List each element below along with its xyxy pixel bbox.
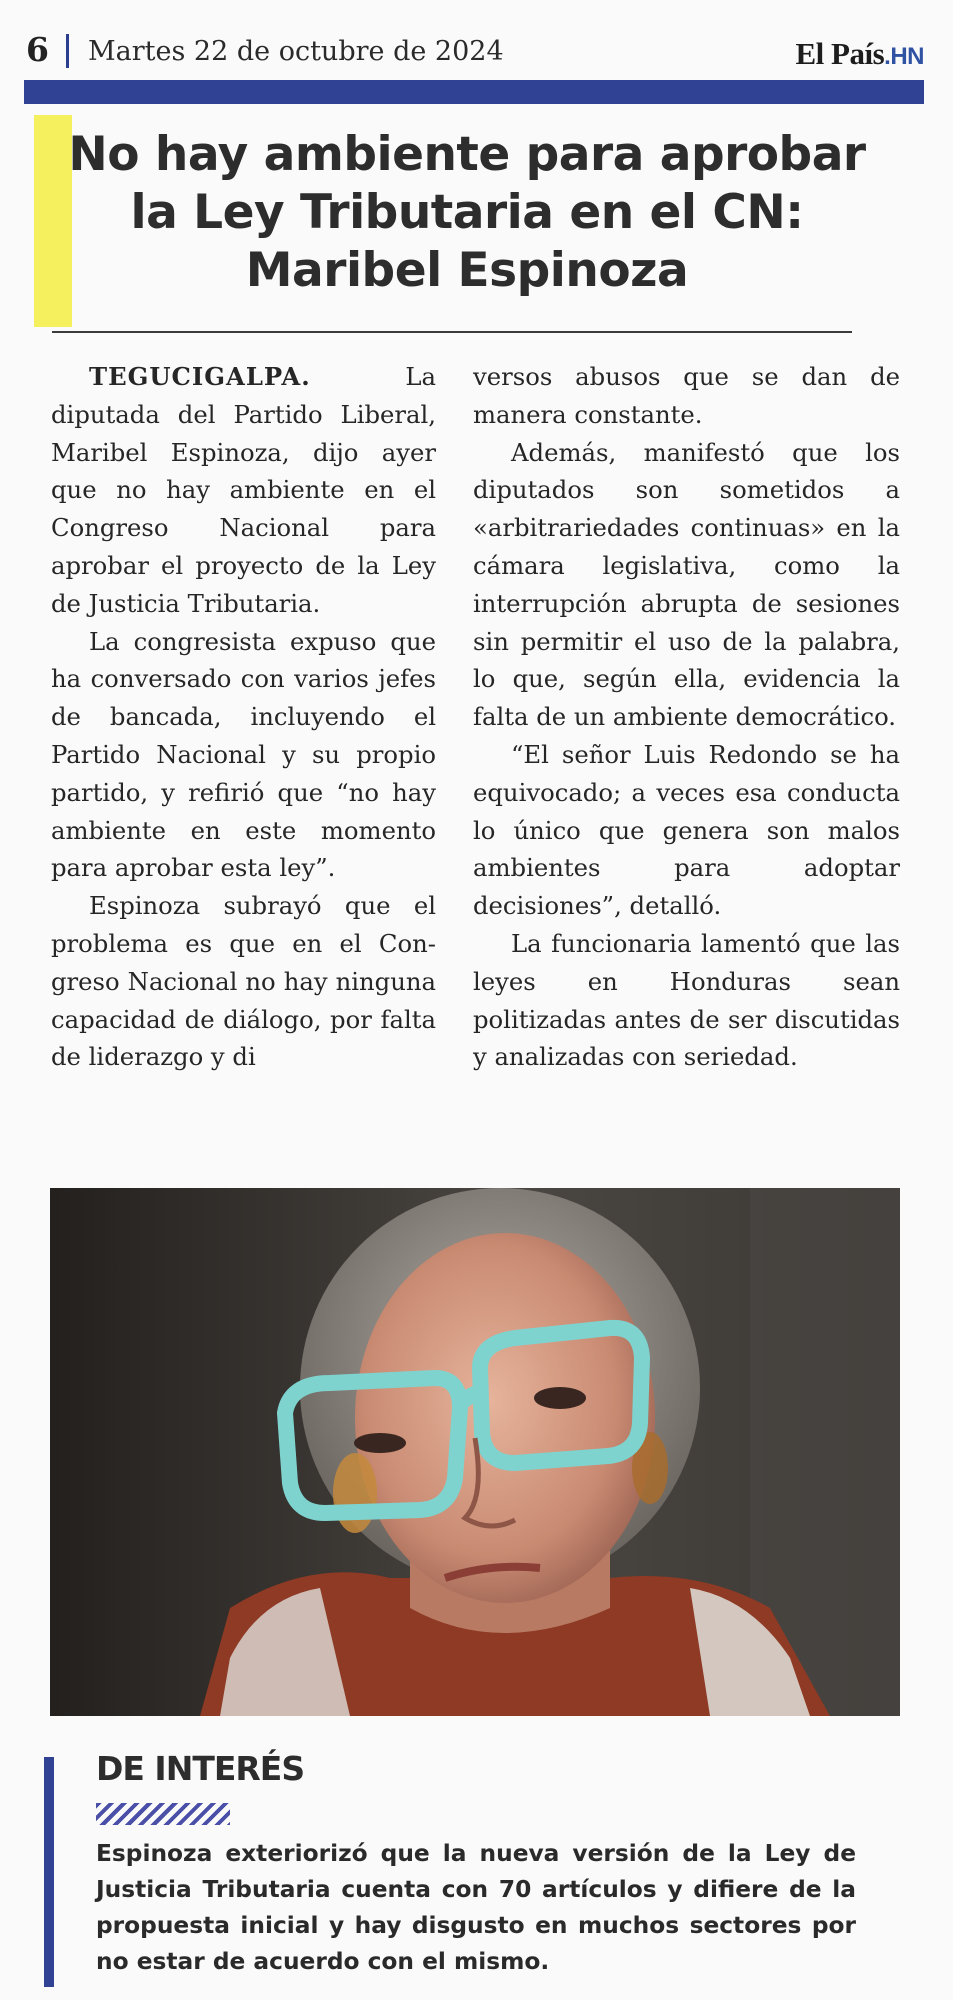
issue-date: Martes 22 de octubre de 2024	[88, 36, 504, 67]
article-paragraph: Espinoza subrayó que el problema es que en el Congreso Nacional no hay ninguna capacidad de diálogo, por falta de liderazgo y di	[51, 891, 436, 1072]
sidebar-accent-bar	[44, 1757, 54, 1987]
header-color-bar	[24, 80, 924, 104]
sidebar-hatch-ornament	[96, 1803, 230, 1825]
article-paragraph: Además, manifestó que los diputados son sometidos a «arbitrariedades continuas» en la cámara legislativa, como la interrupción abrupta de sesiones sin permitir el uso de la palabra, lo que, según ella, evidencia la falta de un ambiente democrático.	[473, 437, 900, 732]
dateline: TEGUCIGALPA.	[89, 362, 311, 391]
article-headline: No hay ambiente para aprobar la Ley Tributaria en el CN: Maribel Espinoza	[68, 127, 866, 298]
masthead-logo	[796, 36, 925, 72]
article-paragraph: versos abusos que se dan de manera constante.	[473, 362, 900, 429]
article-paragraph: La funcionaria lamentó que las leyes en Honduras sean politizadas antes de ser discutidas y analizadas con seriedad.	[473, 928, 900, 1072]
article-paragraph: La congresista expuso que ha conversado con varios jefes de bancada, incluyendo el Partido Nacional y su propio partido, y refirió que “no hay ambiente en este momento para aprobar esta ley”.	[51, 626, 436, 883]
masthead-suffix: .HN	[884, 43, 924, 70]
masthead-name: El País	[795, 36, 885, 71]
article-paragraph: “El señor Luis Redondo se ha equivocado; a veces esa conducta lo único que genera son malos ambientes para adoptar decisiones”, detalló.	[473, 739, 900, 921]
sidebar-title: DE INTERÉS	[96, 1749, 305, 1788]
article-column-1	[51, 358, 436, 1076]
page-header	[24, 30, 924, 76]
header-divider	[66, 34, 69, 68]
article-photo	[50, 1188, 900, 1716]
sidebar-text: Espinoza exteriorizó que la nueva versión de la Ley de Justicia Tributaria cuenta con 70 artículos y difiere de la propuesta inicial y hay disgusto en muchos sectores por no estar de acuerdo con el mismo.	[96, 1840, 856, 1975]
headline-rule	[52, 331, 852, 333]
article-paragraph	[51, 358, 436, 623]
page-number: 6	[26, 30, 49, 69]
article-column-2	[473, 358, 900, 1076]
paragraph-text: La diputada del Partido Liberal, Maribel Espinoza, dijo ayer que no hay ambiente en el Congreso Nacional para aprobar el proyecto de la Ley de Justicia Tributaria.	[51, 362, 436, 618]
